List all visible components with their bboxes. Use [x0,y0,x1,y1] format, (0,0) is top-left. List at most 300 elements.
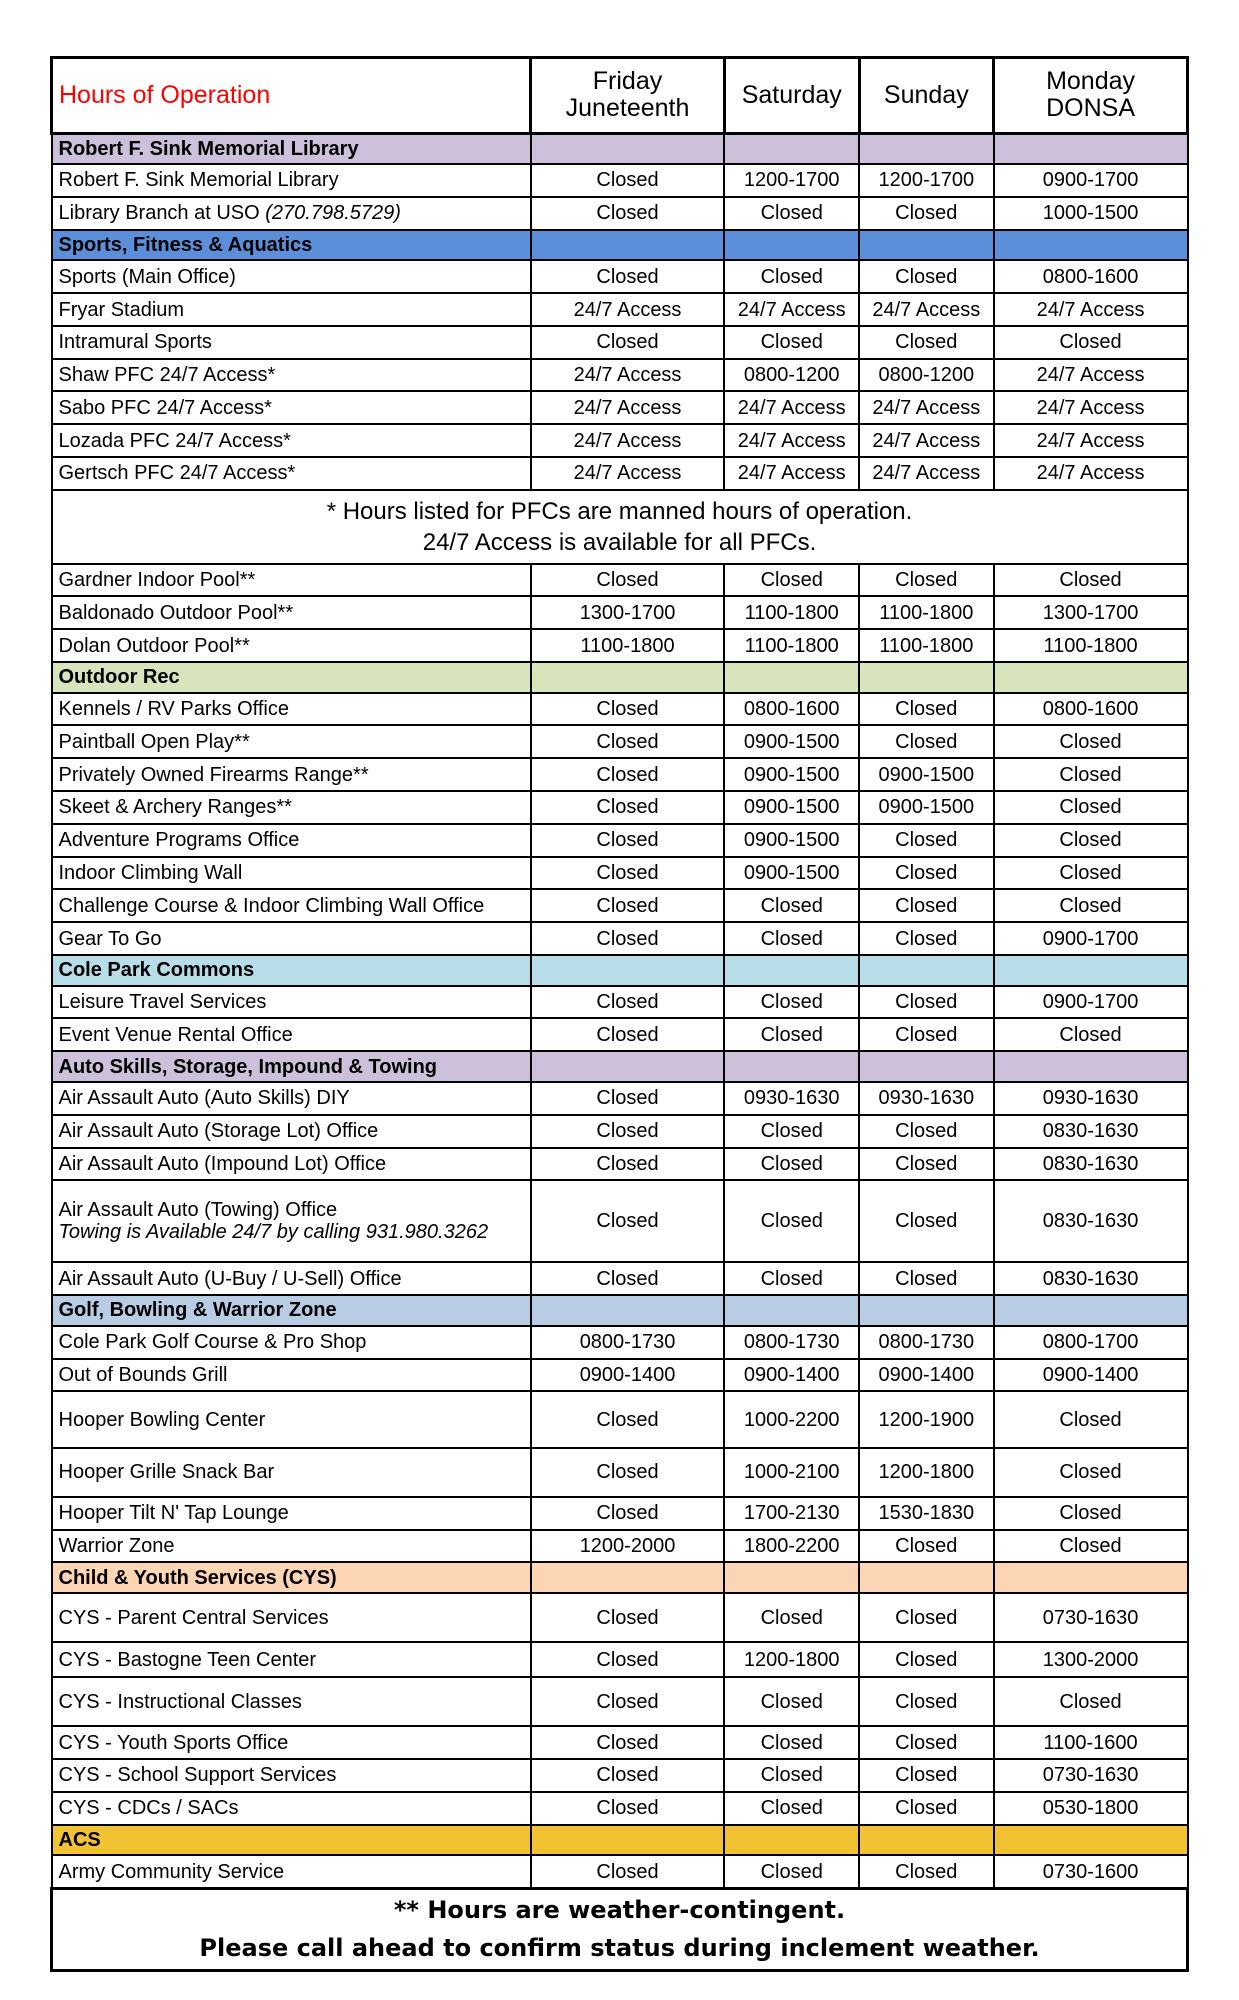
hours-cell-friday: 24/7 Access [531,391,725,424]
facility-name: Event Venue Rental Office [58,1023,293,1046]
hours-cell-monday: 0800-1600 [994,260,1188,293]
facility-name: Challenge Course & Indoor Climbing Wall Office [58,894,485,917]
section-cell [531,133,725,164]
hours-cell-friday: Closed [531,1792,725,1825]
section-title: Golf, Bowling & Warrior Zone [52,1295,531,1326]
hours-cell-saturday: Closed [724,326,859,359]
hours-cell-sunday: Closed [859,1759,994,1792]
facility-row [52,359,1188,392]
facility-row [52,629,1188,662]
hours-cell-friday: 1200-2000 [531,1530,725,1563]
facility-name-cell [52,596,531,629]
hours-cell-saturday: 1800-2200 [724,1530,859,1563]
hours-cell-friday: Closed [531,1448,725,1497]
hours-cell-saturday: 24/7 Access [724,391,859,424]
section-cell [531,1051,725,1082]
hours-cell-friday: Closed [531,1082,725,1115]
facility-name: Army Community Service [58,1860,285,1883]
facility-row [52,1391,1188,1447]
hours-cell-monday: Closed [994,725,1188,758]
facility-name: Lozada PFC 24/7 Access* [58,429,291,452]
hours-cell-sunday: Closed [859,1262,994,1295]
hours-cell-sunday: 1200-1900 [859,1391,994,1447]
hours-cell-saturday: 0900-1500 [724,824,859,857]
facility-name-cell [52,457,531,490]
facility-name-cell [52,1082,531,1115]
pfc-note [52,490,1188,564]
hours-cell-sunday: 0930-1630 [859,1082,994,1115]
section-cell [994,1051,1188,1082]
footnote-row [52,1888,1188,1970]
hours-cell-friday: Closed [531,1677,725,1726]
facility-name: Air Assault Auto (Impound Lot) Office [58,1152,387,1175]
facility-row [52,1018,1188,1051]
hours-cell-monday: 24/7 Access [994,457,1188,490]
hours-cell-monday: Closed [994,1677,1188,1726]
hours-cell-monday: Closed [994,1530,1188,1563]
facility-row [52,1115,1188,1148]
facility-name-cell [52,889,531,922]
hours-cell-sunday: 0900-1500 [859,758,994,791]
facility-row [52,596,1188,629]
facility-note: (270.798.5729) [265,202,401,225]
section-cell [859,1295,994,1326]
hours-cell-friday: 1300-1700 [531,596,725,629]
section-cell [724,230,859,261]
facility-name-cell [52,391,531,424]
hours-cell-sunday: Closed [859,197,994,230]
hours-cell-monday: 0730-1630 [994,1593,1188,1642]
facility-name: Air Assault Auto (Towing) Office [58,1199,338,1222]
weather-footnote [52,1888,1188,1970]
hours-cell-friday: Closed [531,326,725,359]
hours-cell-sunday: 0900-1500 [859,791,994,824]
hours-cell-saturday: 24/7 Access [724,293,859,326]
hours-cell-monday: 0530-1800 [994,1792,1188,1825]
hours-cell-sunday: Closed [859,1180,994,1262]
section-cell [994,230,1188,261]
note-line: * Hours listed for PFCs are manned hours of operation. [326,497,913,525]
section-title: Sports, Fitness & Aquatics [52,230,531,261]
hours-cell-saturday: Closed [724,1677,859,1726]
facility-name: Dolan Outdoor Pool** [58,634,250,657]
section-title: Robert F. Sink Memorial Library [52,133,531,164]
hours-cell-friday: Closed [531,1148,725,1181]
facility-row [52,1593,1188,1642]
hours-cell-sunday: Closed [859,1530,994,1563]
facility-row [52,922,1188,955]
section-header-row [52,662,1188,693]
facility-name: CYS - Youth Sports Office [58,1731,289,1754]
facility-note: Towing is Available 24/7 by calling 931.980.3262 [58,1221,489,1244]
facility-row [52,424,1188,457]
facility-row [52,1530,1188,1563]
facility-name: Robert F. Sink Memorial Library [58,169,339,192]
hours-cell-sunday: Closed [859,857,994,890]
section-title: ACS [52,1825,531,1856]
hours-cell-sunday: 0900-1400 [859,1359,994,1392]
hours-cell-friday: Closed [531,1018,725,1051]
facility-name: Shaw PFC 24/7 Access* [58,364,276,387]
facility-row [52,791,1188,824]
section-header-row [52,1051,1188,1082]
hours-cell-monday: Closed [994,758,1188,791]
facility-name-cell [52,1855,531,1888]
col-header-monday: Monday DONSA [994,58,1188,134]
section-cell [724,133,859,164]
facility-name-cell [52,1359,531,1392]
hours-cell-sunday: Closed [859,725,994,758]
facility-name: Air Assault Auto (Storage Lot) Office [58,1120,379,1143]
facility-name-cell [52,1148,531,1181]
hours-cell-sunday: Closed [859,564,994,597]
section-cell [724,1051,859,1082]
hours-cell-friday: 24/7 Access [531,457,725,490]
section-cell [859,133,994,164]
hours-cell-monday: 0830-1630 [994,1262,1188,1295]
hours-cell-friday: Closed [531,1391,725,1447]
section-cell [859,1562,994,1593]
hours-cell-monday: 0900-1700 [994,164,1188,197]
hours-cell-friday: Closed [531,1180,725,1262]
hours-cell-monday: 24/7 Access [994,424,1188,457]
facility-name: Indoor Climbing Wall [58,861,243,884]
facility-name: Paintball Open Play** [58,730,250,753]
hours-cell-saturday: 0800-1730 [724,1326,859,1359]
facility-name: Fryar Stadium [58,298,185,321]
facility-row [52,1497,1188,1530]
facility-name-cell [52,1115,531,1148]
facility-name-cell [52,564,531,597]
hours-cell-friday: Closed [531,824,725,857]
hours-cell-friday: Closed [531,564,725,597]
hours-cell-saturday: Closed [724,1792,859,1825]
facility-row [52,1726,1188,1759]
hours-cell-saturday: Closed [724,1262,859,1295]
hours-cell-sunday: Closed [859,1018,994,1051]
hours-cell-friday: Closed [531,1262,725,1295]
facility-name-cell [52,986,531,1019]
facility-row [52,824,1188,857]
facility-name-cell [52,1018,531,1051]
hours-cell-sunday: Closed [859,1593,994,1642]
hours-cell-monday: Closed [994,889,1188,922]
section-header-row [52,955,1188,986]
facility-name: Sabo PFC 24/7 Access* [58,396,272,419]
section-title: Cole Park Commons [52,955,531,986]
footnote-line: Please call ahead to confirm status during inclement weather. [199,1934,1040,1963]
hours-cell-friday: Closed [531,758,725,791]
hours-cell-monday: 0730-1630 [994,1759,1188,1792]
header-row [52,58,1188,134]
hours-cell-friday: Closed [531,693,725,726]
facility-name: Privately Owned Firearms Range** [58,763,369,786]
hours-cell-saturday: Closed [724,986,859,1019]
hours-cell-monday: 0930-1630 [994,1082,1188,1115]
col-header-friday: Friday Juneteenth [531,58,725,134]
col-header-saturday: Saturday [724,58,859,134]
hours-cell-sunday: 0800-1730 [859,1326,994,1359]
section-cell [531,230,725,261]
facility-name: Sports (Main Office) [58,265,236,288]
facility-name-cell [52,725,531,758]
hours-cell-friday: Closed [531,725,725,758]
hours-cell-saturday: Closed [724,1180,859,1262]
hours-cell-saturday: 1700-2130 [724,1497,859,1530]
hours-cell-monday: 24/7 Access [994,293,1188,326]
facility-name: CYS - Instructional Classes [58,1690,302,1713]
facility-name-cell [52,857,531,890]
hours-cell-monday: Closed [994,1497,1188,1530]
hours-cell-monday: Closed [994,564,1188,597]
facility-row [52,164,1188,197]
hours-cell-friday: Closed [531,791,725,824]
facility-row [52,725,1188,758]
hours-cell-friday: Closed [531,1759,725,1792]
hours-cell-saturday: 24/7 Access [724,457,859,490]
facility-row [52,293,1188,326]
hours-cell-saturday: Closed [724,260,859,293]
facility-name: Cole Park Golf Course & Pro Shop [58,1331,367,1354]
facility-name: Gertsch PFC 24/7 Access* [58,462,296,485]
facility-name-cell [52,791,531,824]
section-cell [859,1051,994,1082]
hours-cell-monday: 0830-1630 [994,1115,1188,1148]
facility-row [52,197,1188,230]
section-header-row [52,1562,1188,1593]
section-cell [531,662,725,693]
hours-cell-monday: 0900-1700 [994,922,1188,955]
facility-name-cell [52,260,531,293]
facility-name-cell [52,1726,531,1759]
hours-cell-monday: 0900-1700 [994,986,1188,1019]
section-cell [859,1825,994,1856]
facility-row [52,889,1188,922]
facility-row [52,1448,1188,1497]
facility-name-cell [52,293,531,326]
hours-cell-saturday: 0900-1400 [724,1359,859,1392]
hours-cell-friday: Closed [531,1593,725,1642]
hours-cell-saturday: 0900-1500 [724,758,859,791]
facility-name-cell [52,1180,531,1262]
facility-name-cell [52,1759,531,1792]
hours-cell-sunday: 1100-1800 [859,596,994,629]
hours-cell-monday: 0800-1700 [994,1326,1188,1359]
hours-cell-sunday: Closed [859,824,994,857]
hours-cell-friday: Closed [531,1642,725,1677]
facility-name-cell [52,1497,531,1530]
hours-cell-saturday: Closed [724,889,859,922]
hours-cell-friday: 0800-1730 [531,1326,725,1359]
footnote-line: ** Hours are weather-contingent. [393,1895,846,1924]
hours-cell-monday: 1300-1700 [994,596,1188,629]
section-cell [724,1295,859,1326]
facility-name-cell [52,1262,531,1295]
hours-cell-saturday: 0930-1630 [724,1082,859,1115]
section-cell [724,1562,859,1593]
hours-cell-monday: Closed [994,1391,1188,1447]
hours-cell-monday: Closed [994,326,1188,359]
hours-cell-monday: 1100-1600 [994,1726,1188,1759]
pfc-note-row [52,490,1188,564]
facility-name: Intramural Sports [58,331,212,354]
section-cell [994,133,1188,164]
section-cell [994,1825,1188,1856]
facility-name: Air Assault Auto (Auto Skills) DIY [58,1087,350,1110]
facility-name: Air Assault Auto (U-Buy / U-Sell) Office [58,1267,402,1290]
hours-cell-sunday: Closed [859,260,994,293]
hours-cell-saturday: 0900-1500 [724,725,859,758]
facility-name-cell [52,629,531,662]
note-line: 24/7 Access is available for all PFCs. [422,528,817,556]
section-cell [724,662,859,693]
hours-cell-saturday: Closed [724,564,859,597]
hours-cell-friday: 1100-1800 [531,629,725,662]
facility-name: Skeet & Archery Ranges** [58,796,292,819]
hours-cell-sunday: Closed [859,1726,994,1759]
facility-name: CYS - CDCs / SACs [58,1797,239,1820]
facility-name: Hooper Grille Snack Bar [58,1461,275,1484]
facility-row [52,1792,1188,1825]
facility-name-cell [52,1530,531,1563]
hours-cell-monday: 0800-1600 [994,693,1188,726]
facility-row [52,986,1188,1019]
facility-row [52,564,1188,597]
hours-cell-sunday: 1100-1800 [859,629,994,662]
section-cell [994,1295,1188,1326]
hours-cell-saturday: 1200-1700 [724,164,859,197]
facility-name: Kennels / RV Parks Office [58,698,289,721]
hours-cell-monday: 1300-2000 [994,1642,1188,1677]
facility-row [52,1326,1188,1359]
section-cell [724,955,859,986]
hours-cell-friday: Closed [531,922,725,955]
section-cell [724,1825,859,1856]
hours-table [50,56,1189,1972]
section-cell [531,955,725,986]
facility-name: CYS - Parent Central Services [58,1606,329,1629]
hours-cell-sunday: 0800-1200 [859,359,994,392]
facility-row [52,1359,1188,1392]
facility-name: Warrior Zone [58,1535,175,1558]
facility-name-cell [52,1642,531,1677]
section-header-row [52,230,1188,261]
hours-cell-saturday: 0800-1600 [724,693,859,726]
hours-cell-monday: Closed [994,1448,1188,1497]
hours-cell-monday: Closed [994,1018,1188,1051]
page-title: Hours of Operation [52,58,531,134]
facility-name: CYS - Bastogne Teen Center [58,1648,317,1671]
facility-name-cell [52,693,531,726]
facility-name-cell [52,758,531,791]
facility-row [52,693,1188,726]
hours-cell-saturday: 1000-2200 [724,1391,859,1447]
facility-name: Hooper Tilt N' Tap Lounge [58,1502,289,1525]
hours-cell-sunday: Closed [859,1677,994,1726]
hours-cell-sunday: Closed [859,1642,994,1677]
hours-cell-friday: Closed [531,197,725,230]
hours-cell-sunday: 24/7 Access [859,391,994,424]
hours-cell-monday: 24/7 Access [994,359,1188,392]
hours-cell-sunday: Closed [859,1115,994,1148]
hours-cell-monday: Closed [994,824,1188,857]
hours-cell-friday: 24/7 Access [531,359,725,392]
hours-cell-sunday: Closed [859,1148,994,1181]
hours-cell-saturday: 1100-1800 [724,596,859,629]
hours-cell-friday: 24/7 Access [531,293,725,326]
section-cell [994,1562,1188,1593]
hours-cell-saturday: Closed [724,1115,859,1148]
hours-cell-saturday: Closed [724,1759,859,1792]
hours-cell-saturday: 0900-1500 [724,857,859,890]
facility-name-cell [52,1448,531,1497]
hours-cell-sunday: 1200-1800 [859,1448,994,1497]
section-cell [859,662,994,693]
hours-cell-monday: 24/7 Access [994,391,1188,424]
facility-name: Leisure Travel Services [58,991,267,1014]
facility-name: Adventure Programs Office [58,829,300,852]
section-cell [994,662,1188,693]
facility-name-cell [52,1326,531,1359]
hours-cell-monday: Closed [994,857,1188,890]
facility-name-cell [52,326,531,359]
hours-cell-sunday: 24/7 Access [859,293,994,326]
facility-name: Gear To Go [58,927,162,950]
facility-row [52,857,1188,890]
facility-row [52,1642,1188,1677]
hours-cell-sunday: Closed [859,326,994,359]
facility-row [52,1180,1188,1262]
facility-row [52,457,1188,490]
facility-row [52,758,1188,791]
hours-cell-monday: 1000-1500 [994,197,1188,230]
hours-cell-saturday: Closed [724,1018,859,1051]
hours-cell-saturday: 1200-1800 [724,1642,859,1677]
facility-row [52,1082,1188,1115]
hours-cell-saturday: 0900-1500 [724,791,859,824]
facility-name: Library Branch at USO [58,202,266,225]
section-header-row [52,133,1188,164]
hours-cell-sunday: Closed [859,922,994,955]
facility-name-cell [52,922,531,955]
section-title: Auto Skills, Storage, Impound & Towing [52,1051,531,1082]
hours-cell-saturday: 1000-2100 [724,1448,859,1497]
facility-name: Baldonado Outdoor Pool** [58,601,294,624]
facility-name: Out of Bounds Grill [58,1363,228,1386]
facility-name-cell [52,197,531,230]
hours-cell-friday: Closed [531,1726,725,1759]
hours-cell-saturday: Closed [724,197,859,230]
hours-cell-sunday: Closed [859,889,994,922]
hours-cell-saturday: Closed [724,1593,859,1642]
facility-name-cell [52,1593,531,1642]
facility-row [52,1759,1188,1792]
facility-name-cell [52,164,531,197]
hours-cell-saturday: Closed [724,1855,859,1888]
hours-cell-friday: Closed [531,986,725,1019]
hours-cell-sunday: Closed [859,986,994,1019]
hours-cell-sunday: Closed [859,1792,994,1825]
facility-row [52,260,1188,293]
facility-row [52,1855,1188,1888]
facility-name: Gardner Indoor Pool** [58,568,256,591]
hours-cell-monday: 0900-1400 [994,1359,1188,1392]
facility-name-cell [52,1391,531,1447]
section-header-row [52,1295,1188,1326]
hours-cell-saturday: 0800-1200 [724,359,859,392]
facility-row [52,1677,1188,1726]
facility-row [52,1148,1188,1181]
